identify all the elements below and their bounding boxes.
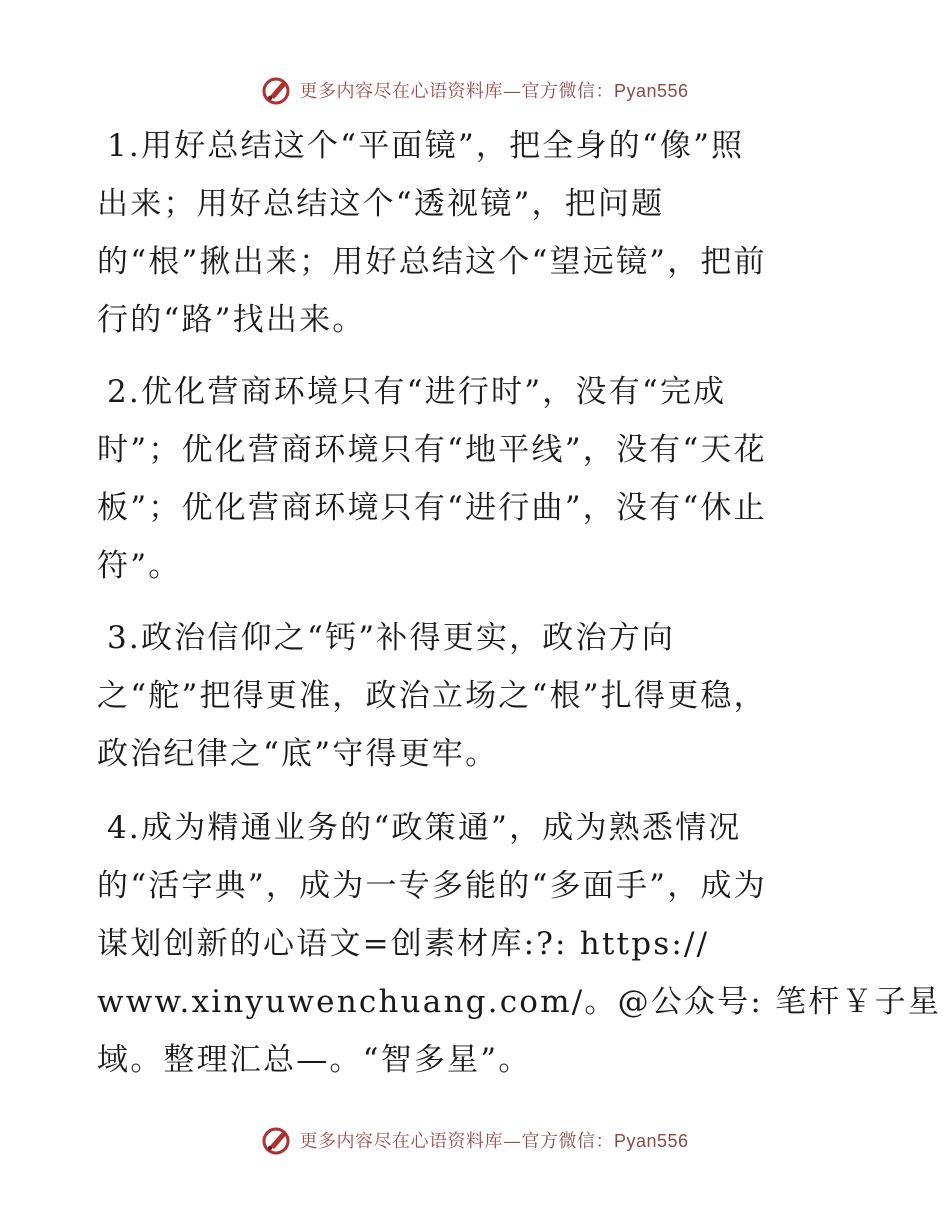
document-body xyxy=(97,117,942,1103)
paragraph-line: 板”；优化营商环境只有“进行曲”，没有“休止 xyxy=(97,490,767,526)
header-banner xyxy=(0,70,950,110)
paragraph-line: 2.优化营商环境只有“进行时”，没有“完成 xyxy=(107,374,727,410)
header-banner-main: 更多内容尽在心语资料库 xyxy=(299,81,503,102)
footer-banner-dash: — xyxy=(502,1131,522,1152)
brush-logo-icon xyxy=(261,1124,293,1156)
paragraph-line: 时”；优化营商环境只有“地平线”，没有“天花 xyxy=(97,432,767,468)
paragraph-line: 符”。 xyxy=(97,548,182,584)
footer-banner-text xyxy=(299,1127,688,1153)
footer-banner-main: 更多内容尽在心语资料库 xyxy=(299,1131,503,1152)
paragraph-line: 谋划创新的心语文=创素材库:?: https:// xyxy=(97,926,710,962)
paragraph-line: 1.用好总结这个“平面镜”，把全身的“像”照 xyxy=(107,128,745,164)
paragraph-1 xyxy=(97,117,857,349)
header-banner-text xyxy=(299,77,688,103)
paragraph-4 xyxy=(97,799,942,1089)
footer-banner xyxy=(0,1120,950,1160)
footer-banner-wechat: 官方微信：Pyan556 xyxy=(521,1131,689,1151)
paragraph-line: 政治纪律之“底”守得更牢。 xyxy=(97,736,499,772)
paragraph-line: 的“活字典”，成为一专多能的“多面手”，成为 xyxy=(97,868,767,904)
header-banner-wechat: 官方微信：Pyan556 xyxy=(521,81,689,101)
paragraph-line: 域。整理汇总—。“智多星”。 xyxy=(97,1042,532,1078)
brush-logo-icon xyxy=(261,74,293,106)
paragraph-line: www.xinyuwenchuang.com/。@公众号: 笔杆￥子星 xyxy=(97,984,942,1020)
paragraph-line: 的“根”揪出来；用好总结这个“望远镜”，把前 xyxy=(97,244,767,280)
paragraph-line: 出来；用好总结这个“透视镜”，把问题 xyxy=(97,186,665,222)
paragraph-line: 行的“路”找出来。 xyxy=(97,302,366,338)
paragraph-line: 之“舵”把得更准，政治立场之“根”扎得更稳， xyxy=(97,678,767,714)
paragraph-line: 4.成为精通业务的“政策通”，成为熟悉情况 xyxy=(107,810,742,846)
paragraph-3 xyxy=(97,609,857,783)
paragraph-2 xyxy=(97,363,857,595)
paragraph-line: 3.政治信仰之“钙”补得更实，政治方向 xyxy=(107,620,676,656)
header-banner-dash: — xyxy=(502,81,522,102)
